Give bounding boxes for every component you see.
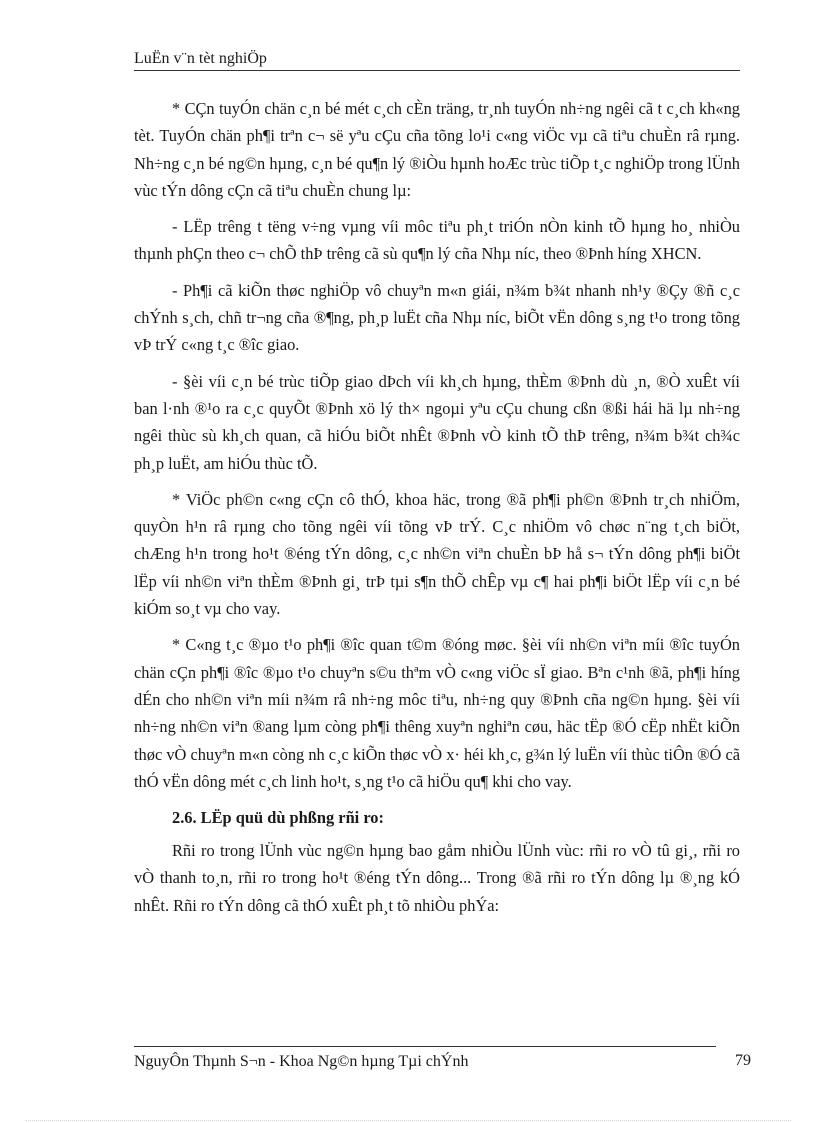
document-body [134,95,740,928]
paragraph-direct-staff: - §èi víi c¸n bé trùc tiÕp giao dÞch víi kh¸ch hµng, thÈm ®Þnh dù ¸n, ®Ò xuÊt víi ban l·nh ®¹o ra c¸c quyÕt ®Þnh xö lý th× ngoµi yªu cÇu chung cßn ®ßi hái hä lµ nh÷ng ngêi thùc sù kh¸ch quan, cã hiÓu biÕt nhÊt ®Þnh vÒ kinh tÕ thÞ trêng, n¾m b¾t ch¾c ph¸p luËt, am hiÓu thùc tÕ. [134,371,740,473]
paragraph-professional-knowledge: - Ph¶i cã kiÕn thøc nghiÖp vô chuyªn m«n giái, n¾m b¾t nhanh nh¹y ®Çy ®ñ c¸c chÝnh s¸ch, chñ tr¬ng cña ®¶ng, ph¸p luËt cña Nhµ níc, biÕt vËn dông s¸ng t¹o trong tõng vÞ trÝ c«ng t¸c ®îc giao. [134,280,740,355]
page-header [134,50,740,71]
page-number: 79 [735,1052,751,1069]
paragraph-task-division: * ViÖc ph©n c«ng cÇn cô thÓ, khoa häc, trong ®ã ph¶i ph©n ®Þnh tr¸ch nhiÖm, quyÒn h¹n râ rµng cho tõng ngêi víi tõng vÞ trÝ. C¸c nhiÖm vô chøc n¨ng t¸ch biÖt, chÆng h¹n trong ho¹t ®éng tÝn dông, c¸c nh©n viªn chuÈn bÞ hå s¬ tÝn dông ph¶i biÖt lËp víi nh©n viªn thÈm ®Þnh gi¸ trÞ tµi s¶n thÕ chÊp vµ c¶ hai ph¶i biÖt lËp víi c¸n bé kiÓm so¸t vµ cho vay. [134,489,740,619]
section-heading: 2.6. LËp quü dù phßng rñi ro: [172,808,384,828]
page-bottom-divider [25,1120,791,1121]
paragraph-training: * C«ng t¸c ®µo t¹o ph¶i ®îc quan t©m ®óng møc. §èi víi nh©n viªn míi ®îc tuyÓn chän cÇn ph¶i ®îc ®µo t¹o chuyªn s©u thªm vÒ c«ng viÖc sÏ giao. Bªn c¹nh ®ã, ph¶i híng dÉn cho nh©n viªn míi n¾m râ nh÷ng môc tiªu, nh÷ng quy ®Þnh cña ng©n hµng. §èi víi nh÷ng nh©n viªn ®ang lµm còng ph¶i thêng xuyªn nghiªn cøu, häc tËp ®Ó cËp nhËt kiÕn thøc vÒ chuyªn m«n còng nh c¸c kiÕn thøc vÒ x· héi kh¸c, g¾n lý luËn víi thùc tiÔn ®Ó cã thÓ vËn dông mét c¸ch linh ho¹t, s¸ng t¹o cã hiÖu qu¶ khi cho vay. [134,635,741,791]
paragraph-risk: Rñi ro trong lÜnh vùc ng©n hµng bao gåm nhiÒu lÜnh vùc: rñi ro vÒ tû gi¸, rñi ro vÒ thanh to¸n, rñi ro trong ho¹t ®éng tÝn dông... Trong ®ã rñi ro tÝn dông lµ ®¸ng kÓ nhÊt. Rñi ro tÝn dông cã thÓ xuÊt ph¸t tõ nhiÒu phÝa: [134,841,740,915]
footer-author: NguyÔn Thµnh S¬n - Khoa Ng©n hµng Tµi chÝnh [134,1053,469,1070]
paragraph-political-stance: - LËp trêng t tëng v÷ng vµng víi môc tiªu ph¸t triÓn nÒn kinh tÕ hµng ho¸ nhiÒu thµnh phÇn theo c¬ chÕ thÞ trêng cã sù qu¶n lý cña Nhµ níc, theo ®Þnh híng XHCN. [134,217,740,264]
paragraph-recruitment: * CÇn tuyÓn chän c¸n bé mét c¸ch cÈn träng, tr¸nh tuyÓn nh÷ng ngêi cã t c¸ch kh«ng tèt. TuyÓn chän ph¶i trªn c¬ së yªu cÇu cña tõng lo¹i c«ng viÖc vµ cã tiªu chuÈn râ rµng. Nh÷ng c¸n bé ng©n hµng, c¸n bé qu¶n lý ®iÒu hµnh hoÆc trùc tiÕp t¸c nghiÖp trong lÜnh vùc tÝn dông cÇn cã tiªu chuÈn chung lµ: [134,99,740,200]
header-title: LuËn v¨n tèt nghiÖp [134,50,267,67]
footer-divider [134,1046,716,1047]
